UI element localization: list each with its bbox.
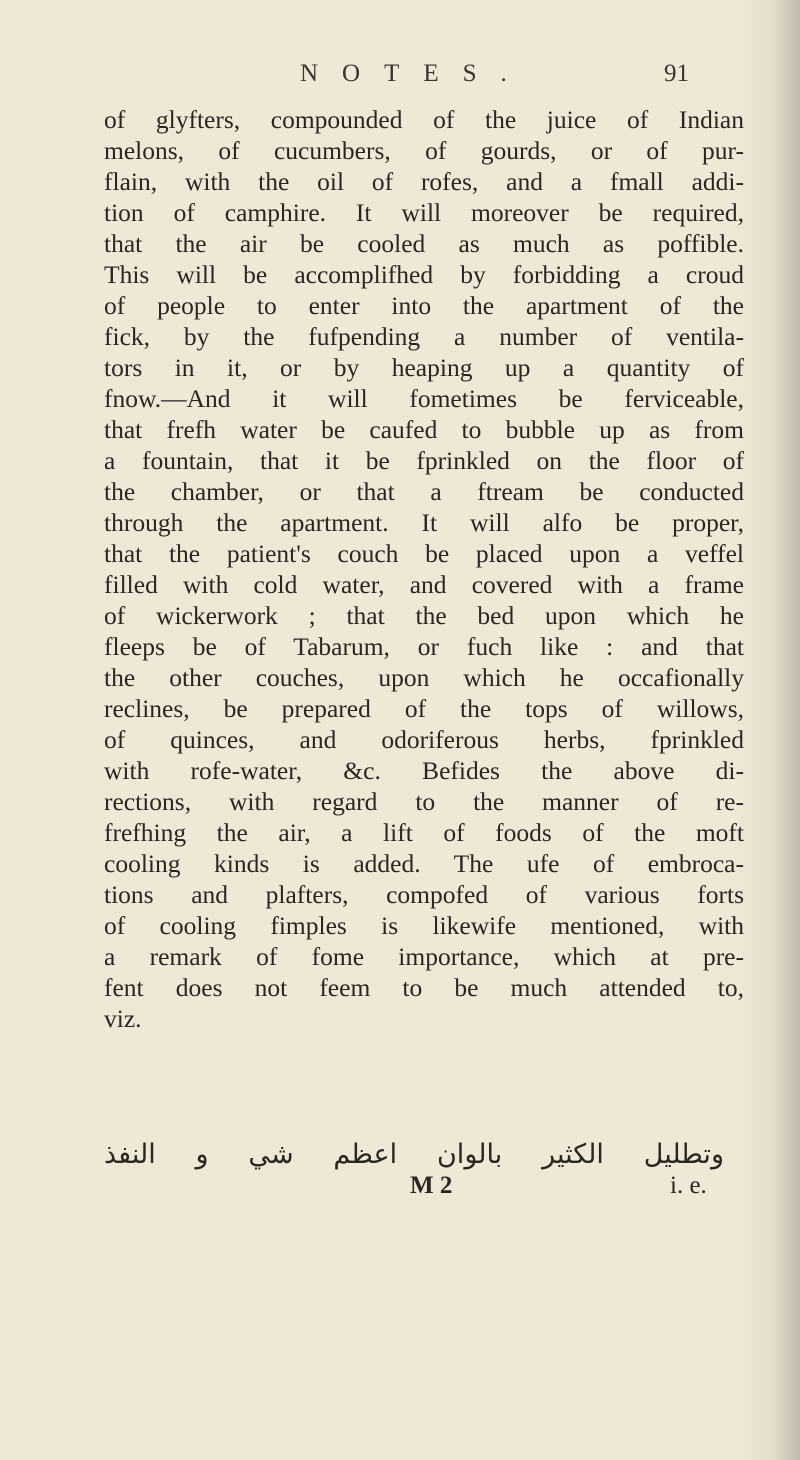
text-line: fick, by the fufpending a number of ventila- bbox=[104, 322, 744, 351]
text-line: of wickerwork ; that the bed upon which he bbox=[104, 601, 744, 630]
text-line: of glyfters, compounded of the juice of Indian bbox=[104, 105, 744, 134]
text-line: cooling kinds is added. The ufe of embroca- bbox=[104, 849, 744, 878]
text-line: that the patient's couch be placed upon a veffel bbox=[104, 539, 744, 568]
text-line: viz. bbox=[104, 1004, 142, 1033]
body-text bbox=[104, 104, 744, 1034]
text-line: the other couches, upon which he occafionally bbox=[104, 663, 744, 692]
signature-mark: M 2 bbox=[410, 1172, 453, 1199]
text-line: This will be accomplifhed by forbidding a croud bbox=[104, 260, 744, 289]
text-line: that the air be cooled as much as poffible. bbox=[104, 229, 744, 258]
text-line: through the apartment. It will alfo be proper, bbox=[104, 508, 744, 537]
text-line: tors in it, or by heaping up a quantity of bbox=[104, 353, 744, 382]
text-line: reclines, be prepared of the tops of willows, bbox=[104, 694, 744, 723]
text-line: tion of camphire. It will moreover be required, bbox=[104, 198, 744, 227]
text-line: a fountain, that it be fprinkled on the floor of bbox=[104, 446, 744, 475]
running-head-title: NOTES. bbox=[300, 60, 531, 87]
text-line: that frefh water be caufed to bubble up as from bbox=[104, 415, 744, 444]
text-line: the chamber, or that a ftream be conducted bbox=[104, 477, 744, 506]
text-line: fent does not feem to be much attended to, bbox=[104, 973, 744, 1002]
text-line: of cooling fimples is likewife mentioned, with bbox=[104, 911, 744, 940]
catchword: i. e. bbox=[670, 1172, 707, 1199]
running-head bbox=[0, 60, 800, 100]
arabic-quotation: وتطليل الكثير بالوان اعظم شي و النفذ bbox=[104, 1139, 724, 1170]
page-number: 91 bbox=[664, 60, 689, 87]
text-line: tions and plafters, compofed of various forts bbox=[104, 880, 744, 909]
text-line: rections, with regard to the manner of re- bbox=[104, 787, 744, 816]
page-edge-shadow bbox=[772, 0, 800, 1460]
text-line: filled with cold water, and covered with a frame bbox=[104, 570, 744, 599]
text-line: with rofe-water, &c. Befides the above di- bbox=[104, 756, 744, 785]
text-line: fleeps be of Tabarum, or fuch like : and that bbox=[104, 632, 744, 661]
text-line: frefhing the air, a lift of foods of the moft bbox=[104, 818, 744, 847]
text-line: fnow.—And it will fometimes be ferviceable, bbox=[104, 384, 744, 413]
text-line: of quinces, and odoriferous herbs, fprinkled bbox=[104, 725, 744, 754]
text-line: of people to enter into the apartment of the bbox=[104, 291, 744, 320]
text-line: flain, with the oil of rofes, and a fmall addi- bbox=[104, 167, 744, 196]
text-line: a remark of fome importance, which at pre- bbox=[104, 942, 744, 971]
text-line: melons, of cucumbers, of gourds, or of pur- bbox=[104, 136, 744, 165]
